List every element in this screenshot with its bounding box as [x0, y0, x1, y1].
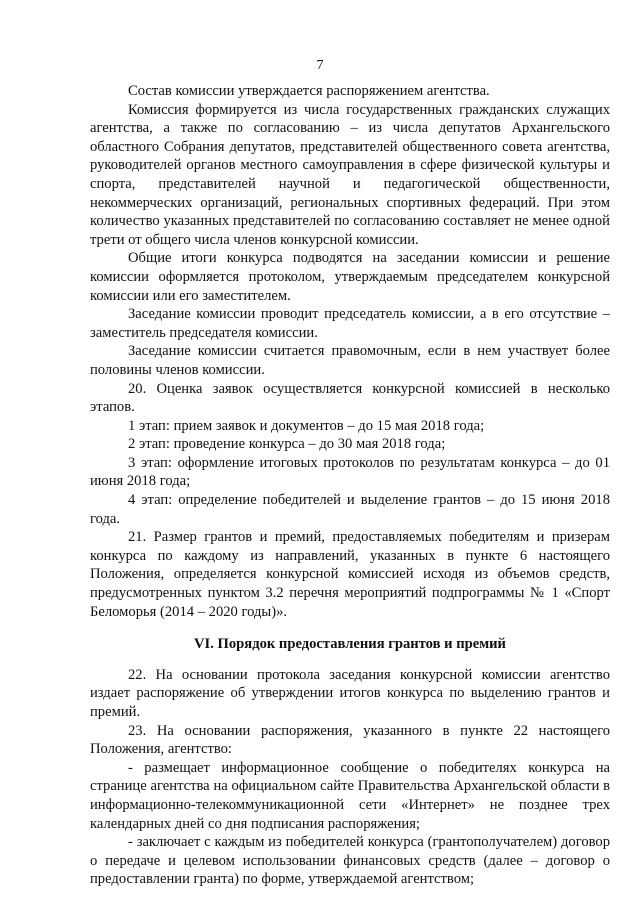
- page-number: 7: [316, 58, 324, 73]
- paragraph: Заседание комиссии считается правомочным, если в нем участвует более половины членов комиссии.: [90, 343, 610, 378]
- paragraph: 3 этап: оформление итоговых протоколов по результатам конкурса – до 01 июня 2018 года;: [90, 454, 610, 490]
- paragraph: - размещает информационное сообщение о победителях конкурса на странице агентства на официальном сайте Правительства Архангельской области в информационно-телекоммуникационной сети «Интернет» не позднее трех календарных дней со дня подписания распоряжения;: [90, 759, 610, 832]
- paragraph: 20. Оценка заявок осуществляется конкурсной комиссией в несколько этапов.: [90, 380, 610, 416]
- paragraph: - заключает с каждым из победителей конкурса (грантополучателем) договор о передаче и целевом использовании финансовых средств (далее – договор о предоставлении гранта) по форме, утверждаемой агентством;: [90, 834, 610, 888]
- paragraphs-before-heading: [90, 82, 610, 621]
- paragraph: 1 этап: прием заявок и документов – до 15 мая 2018 года;: [128, 417, 485, 434]
- paragraphs-after-heading: [90, 666, 610, 889]
- paragraph: 21. Размер грантов и премий, предоставляемых победителям и призерам конкурса по каждому из направлений, указанных в пункте 6 настоящего Положения, определяется конкурсной комиссией исходя из объемов средств, предусмотренных пунктом 3.2 перечня мероприятий подпрограммы № 1 «Спорт Беломорья (2014 – 2020 годы)».: [90, 529, 610, 620]
- paragraph: 2 этап: проведение конкурса – до 30 мая 2018 года;: [128, 436, 446, 453]
- paragraph: Заседание комиссии проводит председатель комиссии, а в его отсутствие – заместитель председателя комиссии.: [90, 306, 610, 341]
- paragraph: Комиссия формируется из числа государственных гражданских служащих агентства, а также по согласованию – из числа депутатов Архангельского областного Собрания депутатов, представителей общественного совета агентства, руководителей органов местного самоуправления в сфере физической культуры и спорта, представителей научной и педагогической общественности, некоммерческих организаций, региональных спортивных федераций. При этом количество указанных представителей по согласованию составляет не менее одной трети от общего числа членов конкурсной комиссии.: [90, 101, 610, 248]
- paragraph: Состав комиссии утверждается распоряжением агентства.: [128, 83, 490, 99]
- paragraph: 4 этап: определение победителей и выделение грантов – до 15 июня 2018 года.: [90, 492, 610, 527]
- section-heading: VI. Порядок предоставления грантов и премий: [194, 636, 506, 653]
- paragraph: 22. На основании протокола заседания конкурсной комиссии агентство издает распоряжение об утверждении итогов конкурса по выделению грантов и премий.: [90, 666, 610, 720]
- paragraph: Общие итоги конкурса подводятся на заседании комиссии и решение комиссии оформляется протоколом, утверждаемым председателем конкурсной комиссии или его заместителем.: [90, 250, 610, 304]
- paragraph: 23. На основании распоряжения, указанного в пункте 22 настоящего Положения, агентство:: [90, 722, 610, 758]
- document-body: [90, 82, 610, 889]
